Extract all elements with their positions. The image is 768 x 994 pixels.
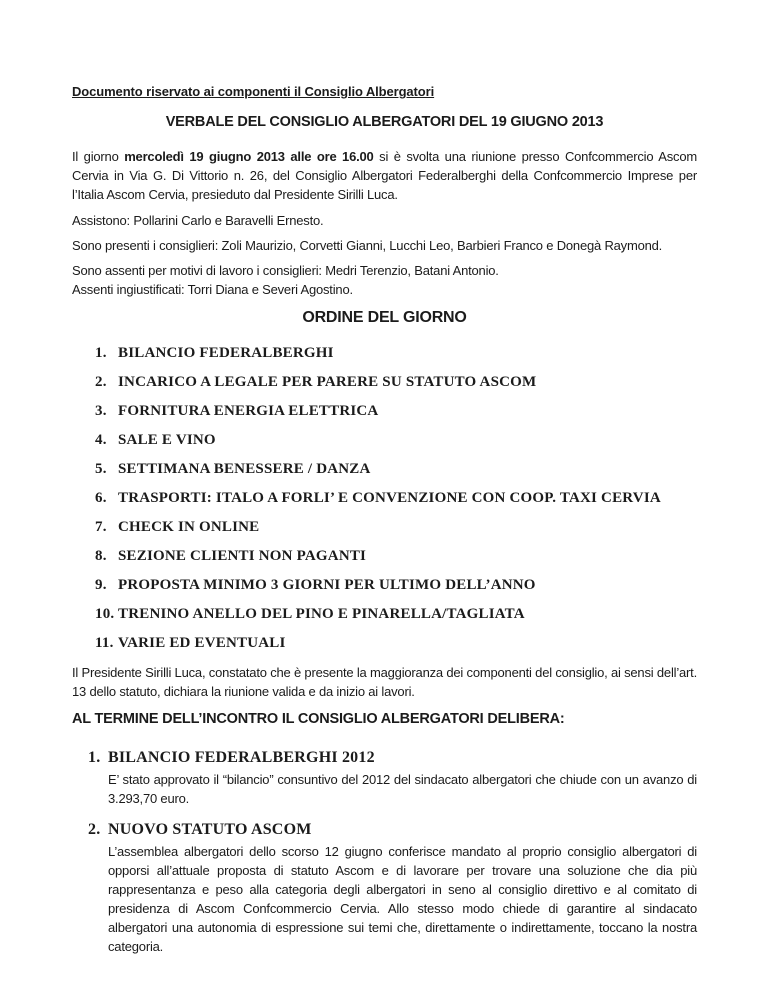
- intro-datetime: mercoledì 19 giugno 2013 alle ore 16.00: [124, 149, 374, 164]
- intro-paragraph: [72, 147, 697, 204]
- resolution-item: [88, 748, 697, 808]
- resolutions-heading: AL TERMINE DELL’INCONTRO IL CONSIGLIO ALBERGATORI DELIBERA:: [72, 711, 565, 727]
- agenda-item: [95, 576, 697, 595]
- agenda-item: [95, 489, 697, 508]
- resolutions-list: [72, 748, 697, 956]
- agenda-item-label: INCARICO A LEGALE PER PARERE SU STATUTO ASCOM: [118, 374, 537, 390]
- agenda-item-number: 3.: [95, 403, 107, 419]
- agenda-heading: ORDINE DEL GIORNO: [302, 309, 467, 326]
- agenda-item-number: 9.: [95, 577, 107, 593]
- resolution-item: [88, 820, 697, 956]
- agenda-item: [95, 518, 697, 537]
- agenda-item: [95, 431, 697, 450]
- agenda-item: [95, 605, 697, 624]
- agenda-item-label: FORNITURA ENERGIA ELETTRICA: [118, 403, 379, 419]
- assisting-line: Assistono: Pollarini Carlo e Baravelli Ernesto.: [72, 213, 324, 228]
- present-line: Sono presenti i consiglieri: Zoli Maurizio, Corvetti Gianni, Lucchi Leo, Barbieri Franco e Donegà Raymond.: [72, 238, 663, 253]
- resolution-title: BILANCIO FEDERALBERGHI 2012: [108, 749, 375, 766]
- agenda-item: [95, 373, 697, 392]
- agenda-item-label: CHECK IN ONLINE: [118, 519, 260, 535]
- agenda-item-label: BILANCIO FEDERALBERGHI: [118, 345, 334, 361]
- closing-paragraph: Il Presidente Sirilli Luca, constatato che è presente la maggioranza dei componenti del consiglio, ai sensi dell’art. 13 dello statuto, dichiara la riunione valida e da inizio ai lavori.: [72, 665, 697, 699]
- agenda-item: [95, 634, 697, 653]
- absent-unjustified-line: Assenti ingiustificati: Torri Diana e Severi Agostino.: [72, 282, 353, 297]
- agenda-item-label: SETTIMANA BENESSERE / DANZA: [118, 461, 371, 477]
- agenda-item-label: TRASPORTI: ITALO A FORLI’ E CONVENZIONE CON COOP. TAXI CERVIA: [118, 490, 661, 506]
- agenda-item-label: SEZIONE CLIENTI NON PAGANTI: [118, 548, 367, 564]
- agenda-item: [95, 547, 697, 566]
- resolution-number: 1.: [88, 749, 101, 766]
- agenda-item-number: 7.: [95, 519, 107, 535]
- document-title: VERBALE DEL CONSIGLIO ALBERGATORI DEL 19 GIUGNO 2013: [165, 114, 604, 130]
- intro-rest: si è svolta una riunione presso Confcommercio Ascom Cervia in Via G. Di Vittorio n. 26, del Consiglio Albergatori Federalberghi della Confcommercio Imprese per l’Italia Ascom Cervia, presieduto dal Presidente Sirilli Luca.: [72, 149, 697, 202]
- confidential-note: Documento riservato ai componenti il Consiglio Albergatori: [72, 84, 435, 99]
- intro-prefix: Il giorno: [72, 149, 125, 164]
- agenda-item-number: 10.: [95, 606, 115, 622]
- agenda-item-number: 8.: [95, 548, 107, 564]
- agenda-item-label: TRENINO ANELLO DEL PINO E PINARELLA/TAGLIATA: [118, 606, 525, 622]
- agenda-item-number: 4.: [95, 432, 107, 448]
- resolution-title: NUOVO STATUTO ASCOM: [108, 821, 312, 838]
- agenda-item: [95, 460, 697, 479]
- agenda-item-number: 1.: [95, 345, 107, 361]
- absent-work-line: Sono assenti per motivi di lavoro i consiglieri: Medri Terenzio, Batani Antonio.: [72, 263, 499, 278]
- agenda-item-number: 5.: [95, 461, 107, 477]
- resolution-number: 2.: [88, 821, 101, 838]
- resolution-body: L’assemblea albergatori dello scorso 12 giugno conferisce mandato al proprio consiglio albergatori di opporsi all’attuale proposta di statuto Ascom e di lavorare per trovare una soluzione che dia più rappresentanza e peso alla categoria degli albergatori in seno al consiglio direttivo e al comitato di presidenza di Ascom Confcommercio Cervia. Allo stesso modo chiede di garantire al sindacato albergatori una autonomia di espressione sui temi che, direttamente o indirettamente, toccano la nostra categoria.: [108, 844, 697, 954]
- agenda-item-number: 11.: [95, 635, 114, 651]
- agenda-list: [95, 344, 697, 653]
- absent-block: [72, 261, 697, 299]
- agenda-item-number: 6.: [95, 490, 107, 506]
- agenda-item: [95, 402, 697, 421]
- resolution-body: E’ stato approvato il “bilancio” consuntivo del 2012 del sindacato albergatori che chiude con un avanzo di 3.293,70 euro.: [108, 772, 697, 806]
- agenda-item-label: SALE E VINO: [118, 432, 216, 448]
- agenda-item-label: PROPOSTA MINIMO 3 GIORNI PER ULTIMO DELL’ANNO: [118, 577, 536, 593]
- agenda-item-number: 2.: [95, 374, 107, 390]
- agenda-item: [95, 344, 697, 363]
- agenda-item-label: VARIE ED EVENTUALI: [118, 635, 286, 651]
